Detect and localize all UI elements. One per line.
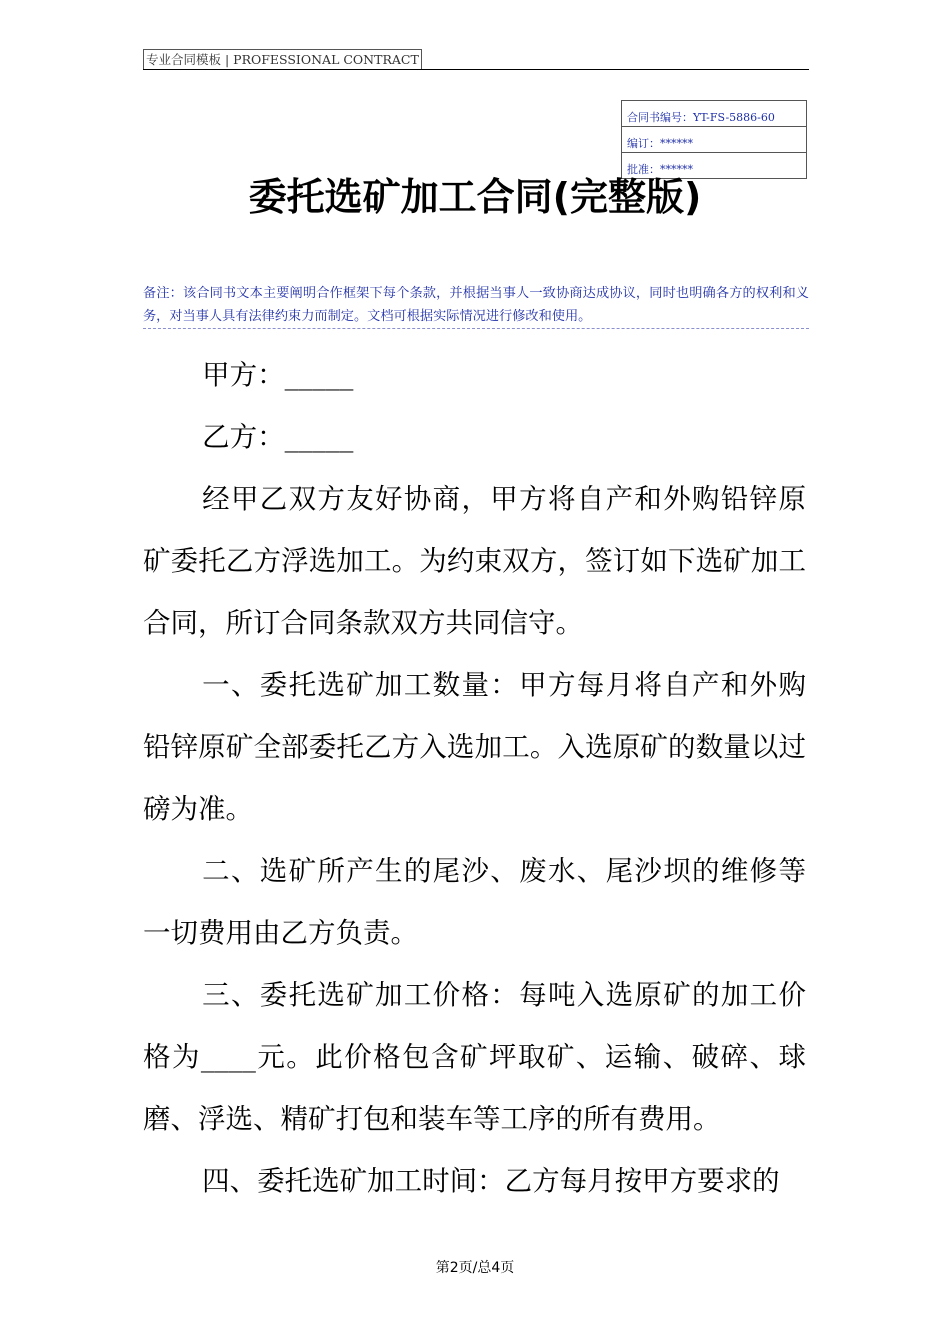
party-b-line: 乙方：_____ bbox=[202, 421, 354, 453]
party-a-line: 甲方：_____ bbox=[202, 359, 354, 391]
clause-1-quantity: 一、委托选矿加工数量：甲方每月将自产和外购铅锌原矿全部委托乙方入选加工。入选原矿的数量以过磅为准。 bbox=[143, 669, 806, 825]
contract-number: 合同书编号：YT-FS-5886-60 bbox=[627, 111, 775, 124]
header-divider bbox=[143, 69, 809, 70]
header-label: 专业合同模板 | PROFESSIONAL CONTRACT bbox=[143, 49, 422, 70]
edited-by: 编订：****** bbox=[622, 126, 806, 152]
remark-note: 备注：该合同书文本主要阐明合作框架下每个条款，并根据当事人一致协商达成协议，同时也明确各方的权利和义务，对当事人具有法律约束力而制定。文档可根据实际情况进行修改和使用。 bbox=[143, 282, 809, 329]
clause-2-costs: 二、选矿所产生的尾沙、废水、尾沙坝的维修等一切费用由乙方负责。 bbox=[143, 855, 806, 949]
approved-by: 批准：****** bbox=[622, 152, 806, 178]
clause-4-time: 四、委托选矿加工时间：乙方每月按甲方要求的 bbox=[202, 1165, 780, 1197]
document-title: 委托选矿加工合同(完整版) bbox=[248, 175, 702, 219]
clause-3-price: 三、委托选矿加工价格：每吨入选原矿的加工价格为____元。此价格包含矿坪取矿、运输、破碎、球磨、浮选、精矿打包和装车等工序的所有费用。 bbox=[143, 979, 806, 1135]
page-indicator: 第2页/总4页 bbox=[435, 1260, 515, 1276]
preamble-paragraph: 经甲乙双方友好协商，甲方将自产和外购铅锌原矿委托乙方浮选加工。为约束双方，签订如下选矿加工合同，所订合同条款双方共同信守。 bbox=[143, 483, 806, 639]
contract-body bbox=[143, 344, 806, 1212]
